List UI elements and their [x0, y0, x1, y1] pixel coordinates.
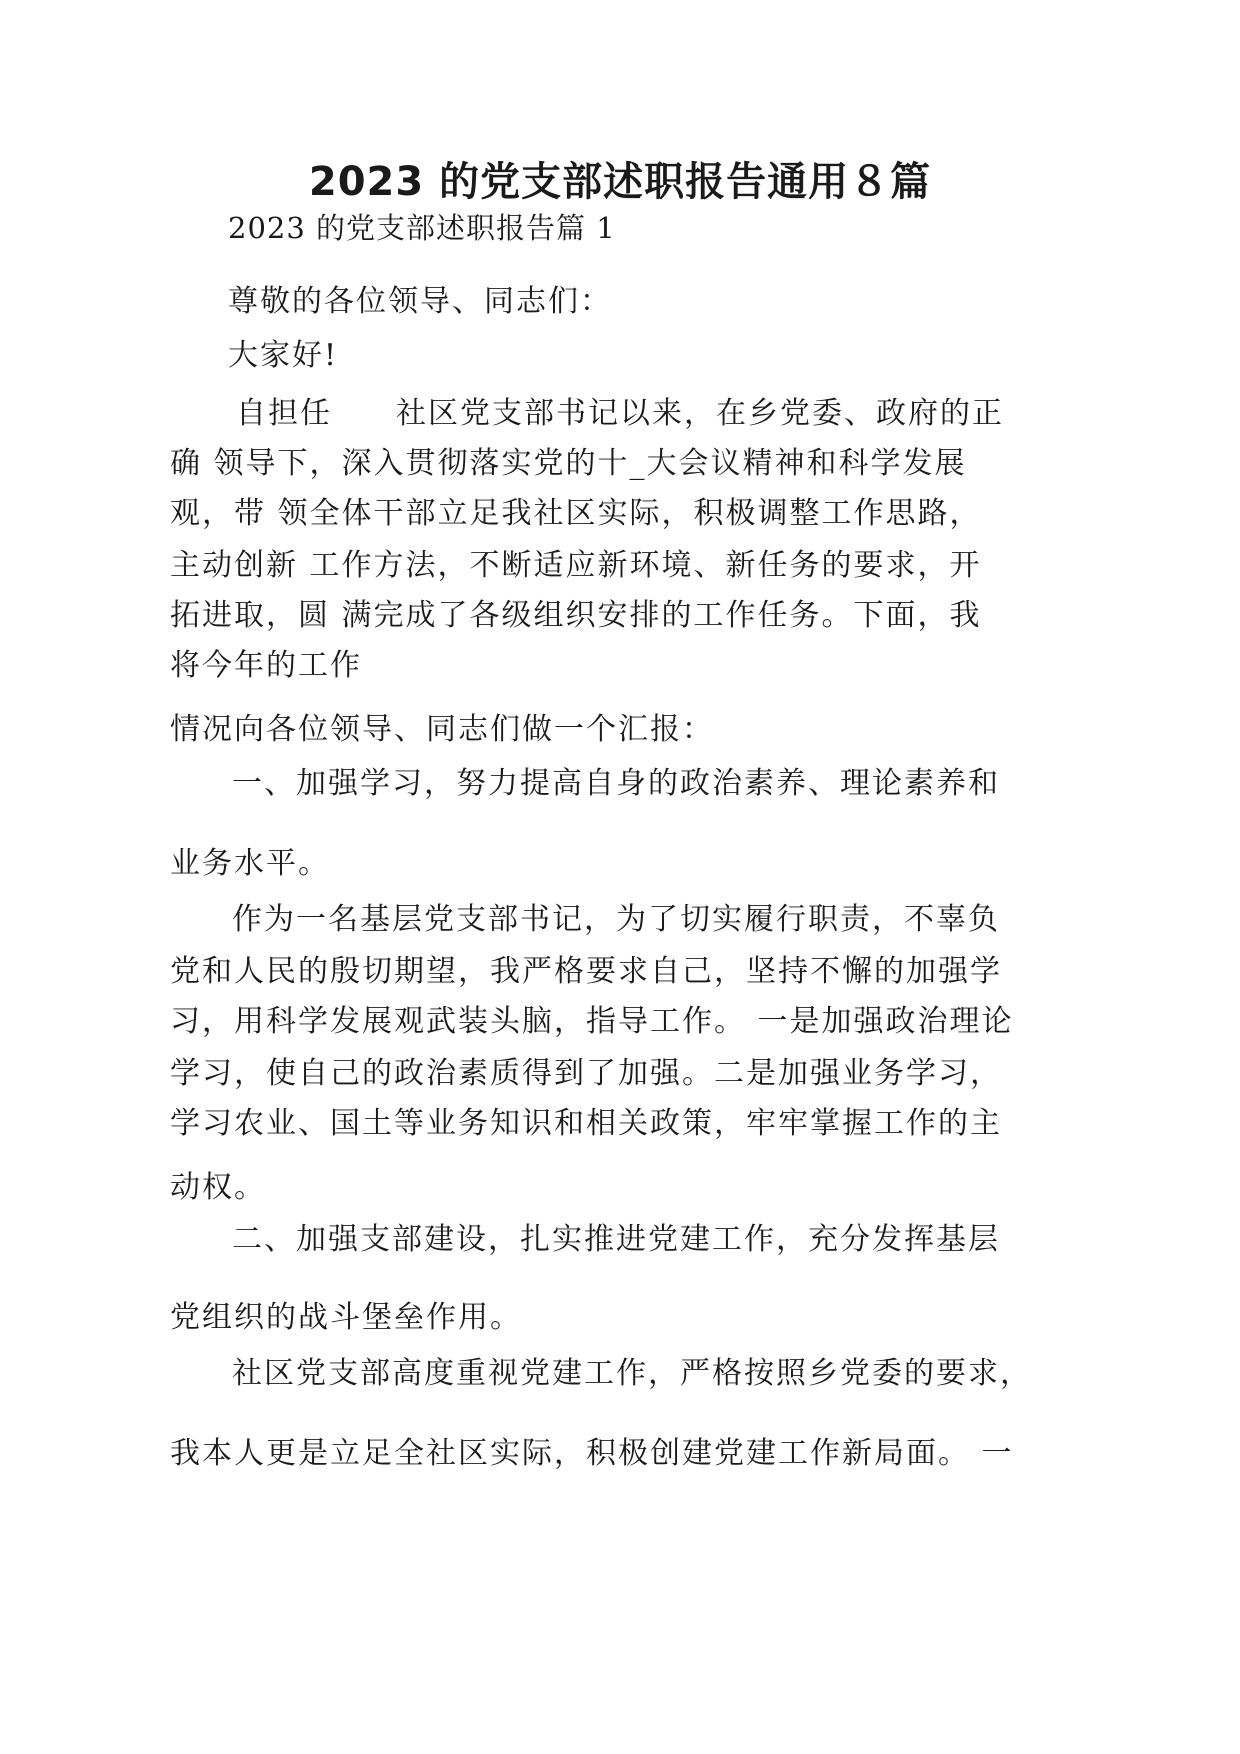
section1-body-line: 学习，使自己的政治素质得到了加强。二是加强业务学习， — [170, 1056, 1002, 1091]
section1-body-line: 作为一名基层党支部书记，为了切实履行职责，不辜负 — [232, 902, 1000, 937]
section1-body-line: 动权。 — [170, 1170, 266, 1205]
section2-heading-line: 党组织的战斗堡垒作用。 — [170, 1300, 522, 1335]
section1-heading-line: 一、加强学习，努力提高自身的政治素养、理论素养和 — [232, 766, 1000, 801]
section1-body-line: 习，用科学发展观武装头脑，指导工作。 一是加强政治理论 — [170, 1004, 1014, 1039]
intro-line: 拓进取，圆 满完成了各级组织安排的工作任务。下面，我 — [170, 598, 982, 633]
intro-line: 情况向各位领导、同志们做一个汇报： — [170, 712, 714, 747]
section2-body-line: 我本人更是立足全社区实际，积极创建党建工作新局面。 一 — [170, 1436, 1014, 1471]
intro-line: 确 领导下，深入贯彻落实党的十_大会议精神和科学发展 — [170, 446, 967, 481]
section1-body-line: 党和人民的殷切期望，我严格要求自己，坚持不懈的加强学 — [170, 954, 1002, 989]
section1-heading-line: 业务水平。 — [170, 846, 330, 881]
intro-line: 观，带 领全体干部立足我社区实际，积极调整工作思路， — [170, 496, 982, 531]
section1-body-line: 学习农业、国土等业务知识和相关政策，牢牢掌握工作的主 — [170, 1106, 1002, 1141]
intro-line: 将今年的工作 — [170, 648, 362, 683]
hello-line: 大家好! — [228, 338, 339, 373]
intro-line: 自担任 社区党支部书记以来，在乡党委、政府的正 — [236, 396, 1004, 431]
intro-line: 主动创新 工作方法，不断适应新环境、新任务的要求，开 — [170, 548, 982, 583]
section2-body-line: 社区党支部高度重视党建工作，严格按照乡党委的要求， — [232, 1356, 1032, 1391]
section2-heading-line: 二、加强支部建设，扎实推进党建工作，充分发挥基层 — [232, 1222, 1000, 1257]
greeting-line: 尊敬的各位领导、同志们： — [228, 284, 612, 319]
document-title: 2023 的党支部述职报告通用８篇 — [308, 159, 932, 205]
section-subtitle: 2023 的党支部述职报告篇 1 — [228, 211, 616, 245]
